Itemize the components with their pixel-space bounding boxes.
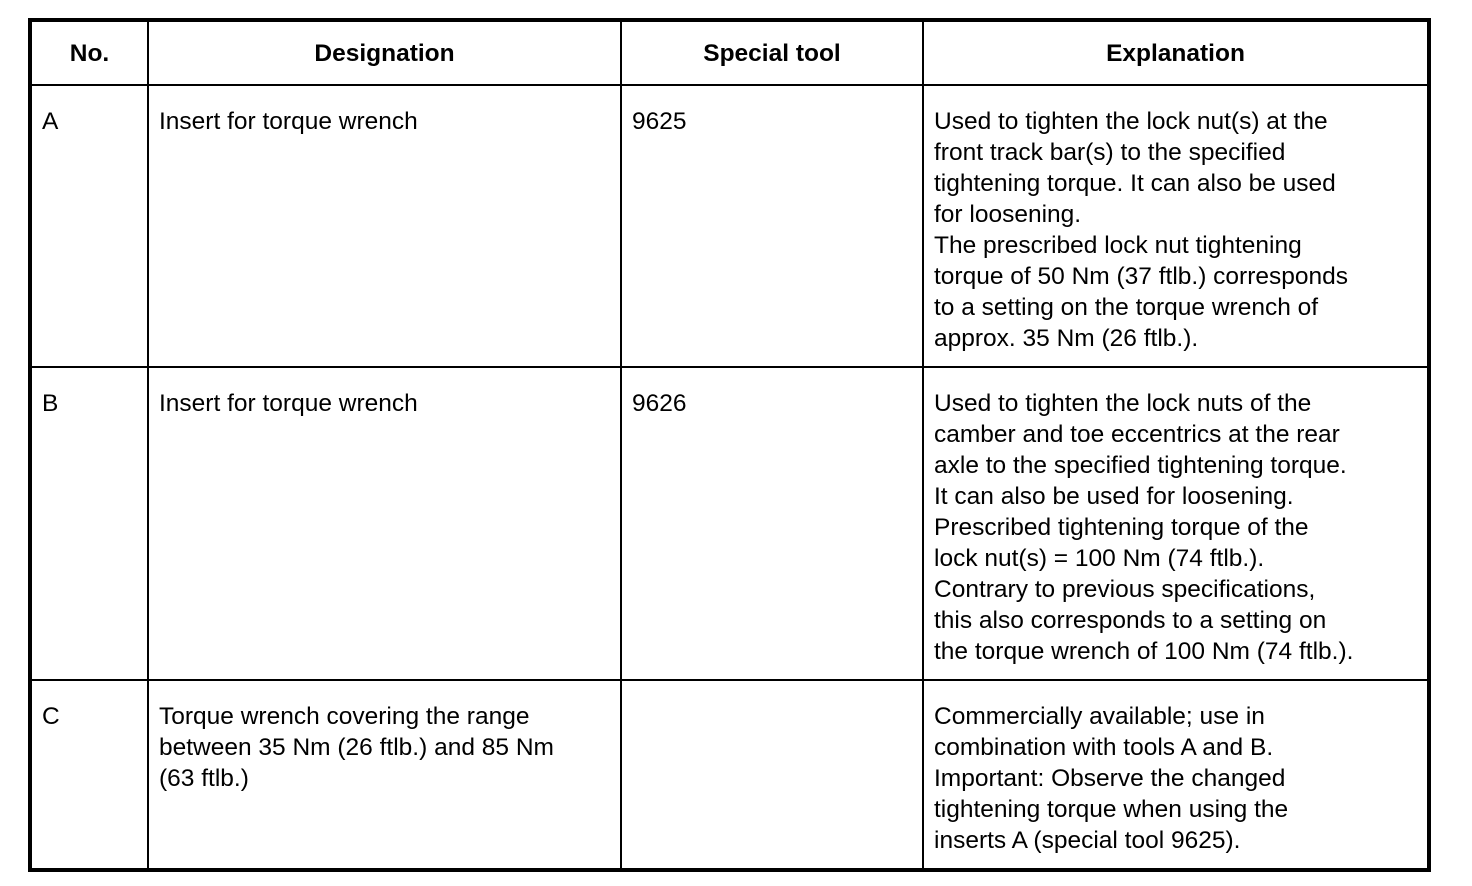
header-special-tool: Special tool: [621, 20, 923, 85]
header-row: [30, 20, 1429, 85]
cell-special-tool: 9625: [621, 85, 923, 367]
table-row: [30, 367, 1429, 680]
special-tools-table: [28, 18, 1431, 872]
table-row: [30, 680, 1429, 870]
cell-designation: Torque wrench covering the range between 35 Nm (26 ftlb.) and 85 Nm (63 ftlb.): [148, 680, 621, 870]
cell-explanation: Commercially available; use in combination with tools A and B. Important: Observe the changed tightening torque when using the inserts A (special tool 9625).: [923, 680, 1429, 870]
cell-special-tool: 9626: [621, 367, 923, 680]
header-designation: Designation: [148, 20, 621, 85]
cell-designation: Insert for torque wrench: [148, 85, 621, 367]
cell-explanation: Used to tighten the lock nut(s) at the front track bar(s) to the specified tightening torque. It can also be used for loosening. The prescribed lock nut tightening torque of 50 Nm (37 ftlb.) corresponds to a setting on the torque wrench of approx. 35 Nm (26 ftlb.).: [923, 85, 1429, 367]
cell-special-tool: [621, 680, 923, 870]
header-explanation: Explanation: [923, 20, 1429, 85]
cell-no: C: [30, 680, 148, 870]
cell-explanation: Used to tighten the lock nuts of the camber and toe eccentrics at the rear axle to the specified tightening torque. It can also be used for loosening. Prescribed tightening torque of the lock nut(s) = 100 Nm (74 ftlb.). Contrary to previous specifications, this also corresponds to a setting on the torque wrench of 100 Nm (74 ftlb.).: [923, 367, 1429, 680]
cell-no: A: [30, 85, 148, 367]
table-row: [30, 85, 1429, 367]
cell-no: B: [30, 367, 148, 680]
header-no: No.: [30, 20, 148, 85]
cell-designation: Insert for torque wrench: [148, 367, 621, 680]
